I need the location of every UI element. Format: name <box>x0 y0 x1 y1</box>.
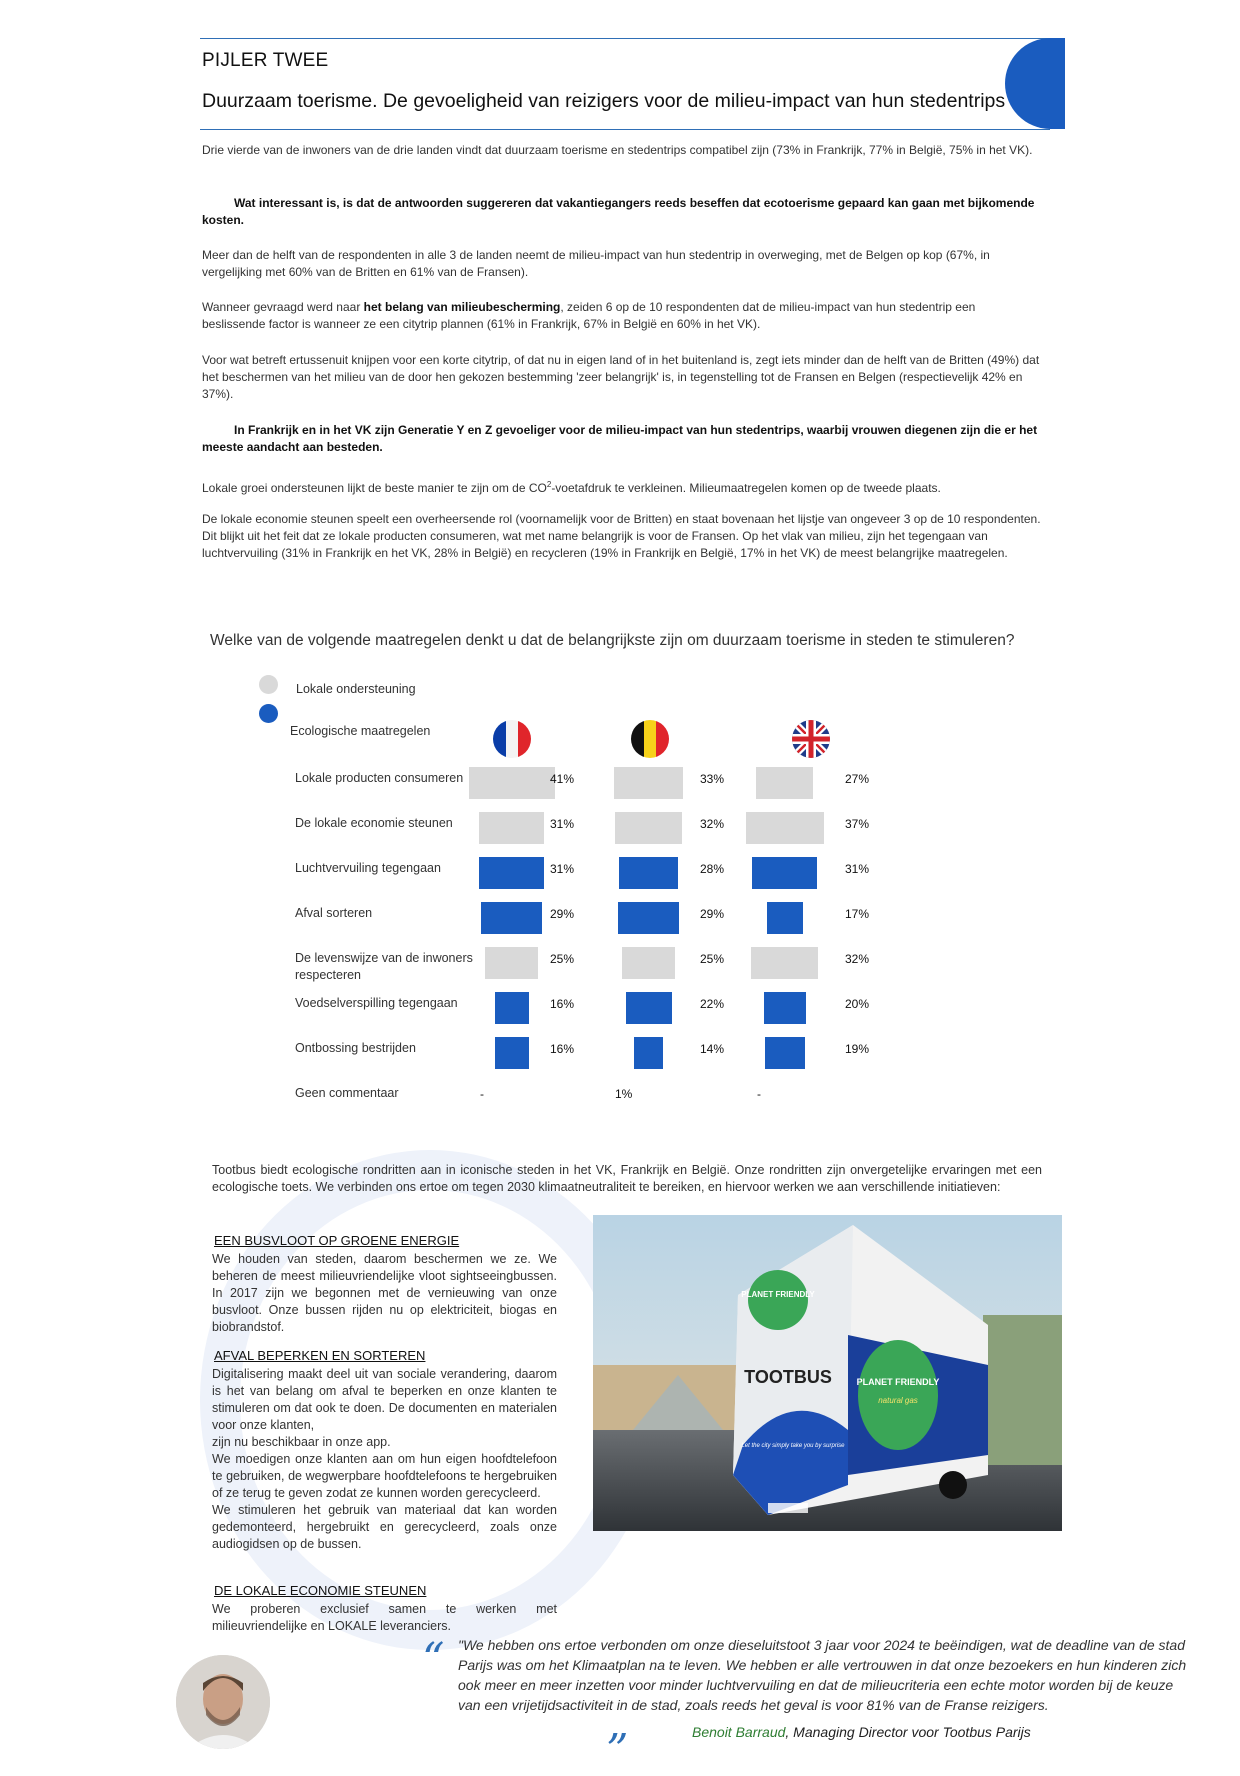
paragraph-4-emphasis: het belang van milieubescherming <box>363 300 561 314</box>
section-local-economy-text: We proberen exclusief samen te werken met milieuvriendelijke en LOKALE leveranciers. <box>212 1602 557 1633</box>
quote-author: Benoit Barraud <box>692 1724 786 1740</box>
quote-signature <box>692 1724 1031 1740</box>
header-corner-shape <box>1005 38 1065 129</box>
chart-bar <box>479 857 544 889</box>
chart-bar <box>479 812 544 844</box>
paragraph-5: Voor wat betreft ertussenuit knijpen voor een korte citytrip, of dat nu in eigen land of in het buitenland is, zegt iets minder dan de helft van de Britten (49%) dat het beschermen van het milieu van de door hen gekozen bestemming 'zeer belangrijk' is, in tegenstelling tot de Fransen en Belgen (respectievelijk 42% en 37%). <box>202 353 1040 401</box>
header-bottom-rule <box>200 129 1050 130</box>
chart-bar <box>495 992 529 1024</box>
header-top-rule <box>200 38 1050 39</box>
chart-value-label: 31% <box>550 817 575 831</box>
chart-value-label: 32% <box>700 817 725 831</box>
paragraph-3: Meer dan de helft van de respondenten in alle 3 de landen neemt de milieu-impact van hun stedentrip in overweging, met de Belgen op kop (67%, in vergelijking met 60% van de Britten en 61% van de Fransen). <box>202 248 990 279</box>
chart-value-label: 25% <box>700 952 725 966</box>
chart-title: Welke van de volgende maatregelen denkt u dat de belangrijkste zijn om duurzaam toerisme in steden te stimuleren? <box>210 632 1015 649</box>
chart-value-label: 16% <box>550 1042 575 1056</box>
section-waste-title: AFVAL BEPERKEN EN SORTEREN <box>214 1348 426 1363</box>
paragraph-4-start: Wanneer gevraagd werd naar <box>202 300 364 314</box>
chart-bar <box>485 947 538 979</box>
chart-value-label: 20% <box>845 997 870 1011</box>
chart-value-label: - <box>757 1087 761 1101</box>
paragraph-1: Drie vierde van de inwoners van de drie landen vindt dat duurzaam toerisme en stedentrips compatibel zijn (73% in Frankrijk, 77% in België, 75% in het VK). <box>202 143 1033 157</box>
chart-value-label: 31% <box>550 862 575 876</box>
chart-bar <box>765 1037 805 1069</box>
chart-value-label: 17% <box>845 907 870 921</box>
chart-bar <box>619 857 678 889</box>
chart-value-label: 1% <box>615 1087 633 1101</box>
chart-bar <box>746 812 824 844</box>
legend-eco-dot <box>259 704 278 723</box>
bus-logo-text: TOOTBUS <box>744 1367 832 1387</box>
chart-row-label: De lokale economie steunen <box>295 816 453 830</box>
legend-eco-label: Ecologische maatregelen <box>290 724 431 738</box>
paragraph-4-end: , zeiden 6 op de 10 respondenten dat de milieu-impact van hun stedentrip een beslissende factor is wanneer ze een citytrip plannen (61% in Frankrijk, 67% in België en 60% in het VK). <box>202 300 976 331</box>
chart-value-label: 27% <box>845 772 870 786</box>
bus-slogan-text: Let the city simply take you by surprise <box>741 1443 845 1449</box>
chart-bar <box>767 902 803 934</box>
chart-value-label: - <box>480 1087 484 1101</box>
chart-row-label: Ontbossing bestrijden <box>295 1041 416 1055</box>
chart-bar <box>481 902 542 934</box>
chart-bar <box>615 812 682 844</box>
section-local-economy-title: DE LOKALE ECONOMIE STEUNEN <box>214 1583 427 1598</box>
chart-value-label: 37% <box>845 817 870 831</box>
chart-bar <box>495 1037 529 1069</box>
quote-text: "We hebben ons ertoe verbonden om onze dieseluitstoot 3 jaar voor 2024 te beëindigen, wat de deadline van de stad Parijs was om het Klimaatplan na te leven. We hebben er alle vertrouwen in dat onze bezoekers en hun kinderen zich ook meer en meer inzetten voor minder luchtvervuiling en dat de milieucriteria een echte motor worden bij de keuze van een vrijetijdsactiviteit in de stad, zoals reeds het geval is voor 81% van de Franse reizigers. <box>458 1637 1187 1713</box>
chart-value-label: 28% <box>700 862 725 876</box>
paragraph-2: Wat interessant is, is dat de antwoorden suggereren dat vakantiegangers reeds beseffen dat ecotoerisme gepaard kan gaan met bijkomende kosten. <box>202 196 1035 227</box>
chart-row-label: De levenswijze van de inwoners respecteren <box>295 951 473 982</box>
chart-value-label: 32% <box>845 952 870 966</box>
paragraph-7-start: Lokale groei ondersteunen lijkt de beste manier te zijn om de CO <box>202 481 547 495</box>
chart-row-label: Luchtvervuiling tegengaan <box>295 861 441 875</box>
paragraph-7 <box>202 476 1042 497</box>
quote-role: , Managing Director voor Tootbus Parijs <box>785 1724 1031 1740</box>
chart-value-label: 14% <box>700 1042 725 1056</box>
chart-bar <box>764 992 806 1024</box>
chart-bar <box>469 767 555 799</box>
page-title: Duurzaam toerisme. De gevoeligheid van reizigers voor de milieu-impact van hun stedentrips <box>202 90 1006 112</box>
chart-value-label: 31% <box>845 862 870 876</box>
chart-bar <box>626 992 672 1024</box>
avatar <box>176 1655 270 1749</box>
bus-badge-circle <box>748 1270 808 1330</box>
chart-row-label: Afval sorteren <box>295 906 373 920</box>
paragraph-8: De lokale economie steunen speelt een overheersende rol (voornamelijk voor de Britten) en staat bovenaan het lijstje van ongeveer 3 op de 10 respondenten. Dit blijkt uit het feit dat ze lokale producten consumeren, wat met name belangrijk is voor de Fransen. Op het vlak van milieu, zijn het tegengaan van luchtvervuiling (31% in Frankrijk en het VK, 28% in België) en recycleren (19% in Frankrijk en België, 17% in het VK) de meest belangrijke maatregelen. <box>202 512 1041 560</box>
chart-bar <box>751 947 818 979</box>
belgium-flag-icon <box>631 720 669 758</box>
paragraph-7-end: -voetafdruk te verkleinen. Milieumaatregelen komen op de tweede plaats. <box>551 481 941 495</box>
chart-bar <box>634 1037 663 1069</box>
chart-bar <box>618 902 679 934</box>
chart-value-label: 33% <box>700 772 725 786</box>
pillar-label: PIJLER TWEE <box>202 50 329 71</box>
chart-value-label: 25% <box>550 952 575 966</box>
section-waste-text <box>212 1366 557 1553</box>
chart-value-label: 19% <box>845 1042 870 1056</box>
chart-bar <box>614 767 683 799</box>
chart-value-label: 22% <box>700 997 725 1011</box>
section-waste-text-3: We moedigen onze klanten aan om hun eigen hoofdtelefoon te gebruiken, de wegwerpbare hoofdtelefoons te hergebruiken of ze terug te geven zodat ze kunnen worden gerecycleerd. <box>212 1452 557 1500</box>
section-green-energy-text: We houden van steden, daarom beschermen we ze. We beheren de meest milieuvriendelijke vloot sightseeingbussen. In 2017 zijn we begonnen met de vernieuwing van onze busvloot. Onze bussen rijden nu op elektriciteit, biogas en biobrandstof. <box>212 1252 557 1334</box>
chart-value-label: 29% <box>550 907 575 921</box>
chart-bar <box>622 947 675 979</box>
chart-value-label: 29% <box>700 907 725 921</box>
chart-row-label: Geen commentaar <box>295 1086 399 1100</box>
chart-bar <box>752 857 817 889</box>
france-flag-icon <box>493 720 531 758</box>
bus-badge-sub-text: natural gas <box>878 1396 918 1405</box>
section-waste-text-1: Digitalisering maakt deel uit van sociale verandering, daarom is het van belang om afval te beperken en onze klanten te stimuleren om dat ook te doen. De documenten en materialen voor onze klanten, <box>212 1367 557 1432</box>
chart-row-label: Lokale producten consumeren <box>295 771 464 785</box>
chart-bar <box>756 767 813 799</box>
bus-badge-top-text: PLANET FRIENDLY <box>741 1290 815 1299</box>
uk-flag-icon <box>792 720 830 758</box>
paragraph-7-subscript: 2 <box>546 480 552 489</box>
tootbus-intro: Tootbus biedt ecologische rondritten aan in iconische steden in het VK, Frankrijk en België. Onze rondritten zijn onvergetelijke ervaringen met een ecologische toets. We verbinden ons ertoe om tegen 2030 klimaatneutraliteit te bereiken, en hiervoor werken we aan verschillende initiatieven: <box>212 1163 1042 1194</box>
legend-local-dot <box>259 675 278 694</box>
section-waste-text-2: zijn nu beschikbaar in onze app. <box>212 1435 391 1449</box>
paragraph-4 <box>202 299 1042 333</box>
chart-value-label: 16% <box>550 997 575 1011</box>
quote-open-mark: “ <box>422 1634 445 1685</box>
bus-badge-side-text: PLANET FRIENDLY <box>856 1377 940 1387</box>
legend-local-label: Lokale ondersteuning <box>296 682 416 696</box>
bus-photo <box>593 1215 1062 1531</box>
quote-close-mark: ” <box>606 1725 629 1776</box>
chart-row-label: Voedselverspilling tegengaan <box>295 996 458 1010</box>
paragraph-6: In Frankrijk en in het VK zijn Generatie Y en Z gevoeliger voor de milieu-impact van hun stedentrips, waarbij vrouwen diegenen zijn die er het meeste aandacht aan besteden. <box>202 423 1038 454</box>
section-waste-text-4: We stimuleren het gebruik van materiaal dat kan worden gedemonteerd, hergebruikt en gerecycleerd, zoals onze audiogidsen op de bussen. <box>212 1503 557 1551</box>
chart-value-label: 41% <box>550 772 575 786</box>
section-green-energy-title: EEN BUSVLOOT OP GROENE ENERGIE <box>214 1233 460 1248</box>
